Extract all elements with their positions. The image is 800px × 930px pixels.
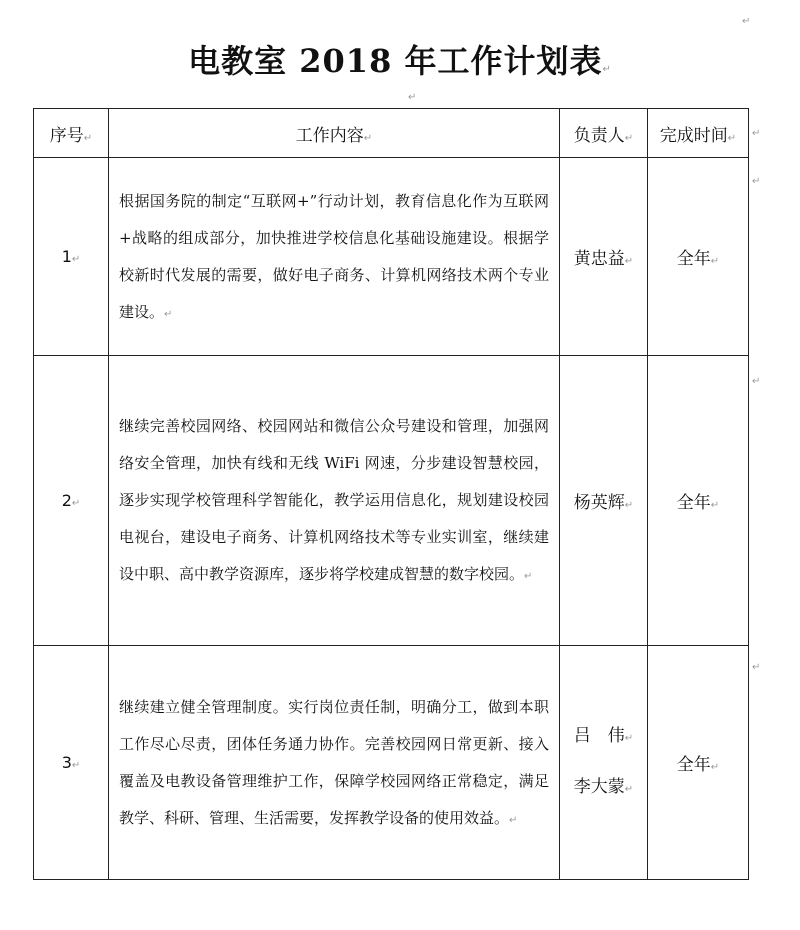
- header-no: 序号↵: [34, 109, 109, 158]
- paragraph-mark: ↵: [602, 64, 612, 75]
- row-content: 继续建立健全管理制度。实行岗位责任制，明确分工，做到本职工作尽心尽责，团体任务通力协作。完善校园网日常更新、接入覆盖及电教设备管理维护工作，保障学校园网络正常稳定，满足教学、科研、管理、生活需要，发挥教学设备的使用效益。↵: [109, 646, 560, 880]
- paragraph-mark: ↵: [742, 16, 751, 27]
- work-plan-table: [33, 108, 749, 880]
- row-content: 继续完善校园网络、校园网站和微信公众号建设和管理，加强网络安全管理，加快有线和无线 WiFi 网速，分步建设智慧校园，逐步实现学校管理科学智能化，教学运用信息化，规划建设校园电视台，建设电子商务、计算机网络技术等专业实训室，继续建设中职、高中教学资源库，逐步将学校建成智慧的数字校园。↵: [109, 356, 560, 646]
- row-content: 根据国务院的制定“互联网+”行动计划，教育信息化作为互联网+战略的组成部分，加快推进学校信息化基础设施建设。根据学校新时代发展的需要，做好电子商务、计算机网络技术两个专业建设。↵: [109, 158, 560, 356]
- row-number: 1↵: [34, 158, 109, 356]
- row-person: 吕 伟↵ 李大蒙↵: [560, 646, 648, 880]
- table-header-row: [34, 109, 749, 158]
- row-number: 3↵: [34, 646, 109, 880]
- paragraph-mark: ↵: [408, 92, 417, 103]
- table-row: [34, 158, 749, 356]
- row-end-mark: ↵: [752, 662, 761, 673]
- header-time: 完成时间↵: [648, 109, 749, 158]
- row-time: 全年↵: [648, 356, 749, 646]
- row-person: 黄忠益↵: [560, 158, 648, 356]
- table-row: [34, 356, 749, 646]
- title-text: 电教室 2018 年工作计划表: [188, 42, 603, 80]
- row-end-mark: ↵: [752, 128, 761, 139]
- table-row: [34, 646, 749, 880]
- row-time: 全年↵: [648, 646, 749, 880]
- header-person: 负责人↵: [560, 109, 648, 158]
- row-number: 2↵: [34, 356, 109, 646]
- row-person: 杨英辉↵: [560, 356, 648, 646]
- row-end-mark: ↵: [752, 176, 761, 187]
- row-time: 全年↵: [648, 158, 749, 356]
- page-title: [0, 36, 800, 82]
- header-content: 工作内容↵: [109, 109, 560, 158]
- row-end-mark: ↵: [752, 376, 761, 387]
